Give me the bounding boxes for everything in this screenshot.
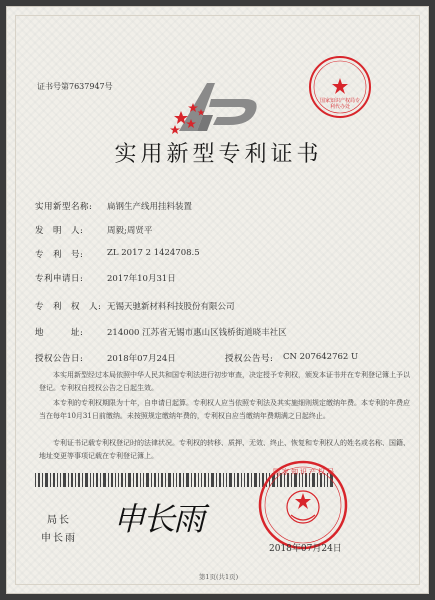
- handwritten-signature: 申长雨: [113, 500, 204, 538]
- signer-name: 申长雨: [41, 533, 77, 544]
- field-value-grant-date: 2018年07月24日: [107, 354, 176, 364]
- sipo-logo-icon: [167, 75, 267, 141]
- field-label-patentee: 专 利 权 人:: [35, 302, 102, 312]
- certificate-title: 实用新型专利证书: [114, 142, 323, 167]
- field-value-address: 214000 江苏省无锡市惠山区钱桥街道晓丰社区: [107, 328, 287, 338]
- page-footer: 第1页(共1页): [198, 573, 239, 581]
- seal-text: 国家知识产权局: [273, 468, 336, 476]
- certificate-paper: [6, 6, 429, 594]
- field-value-filing-date: 2017年10月31日: [107, 274, 176, 284]
- field-label-filing-date: 专利申请日:: [35, 274, 84, 284]
- field-value-patent-no: ZL 2017 2 1424708.5: [107, 248, 200, 258]
- paragraph-term: 本专利的专利权期限为十年，自申请日起算。专利权人应当依照专利法及其实施细则规定缴纳年费。本专利的年费应当在每年10月31日前缴纳。未按照规定缴纳年费的，专利权自应当缴纳年费期满之日起终止。: [39, 399, 410, 420]
- paragraph-register: 专利证书记载专利权登记时的法律状况。专利权的转移、质押、无效、终止、恢复和专利权人的姓名或名称、国籍、地址变更等事项记载在专利登记簿上。: [39, 439, 410, 460]
- field-value-patentee: 无锡天驰新材料科技股份有限公司: [107, 302, 235, 312]
- seal-date: 2018年07月24日: [269, 544, 342, 554]
- field-label-grant-date: 授权公告日:: [35, 354, 84, 364]
- field-value-utility-name: 扁钢生产线用挂料装置: [107, 202, 193, 212]
- field-label-utility-name: 实用新型名称:: [35, 202, 93, 212]
- field-value-announcement-no: CN 207642762 U: [283, 352, 359, 362]
- paragraph-grant: 本实用新型经过本局依照中华人民共和国专利法进行初步审查，决定授予专利权，颁发本证书并在专利登记簿上予以登记。专利权自授权公告之日起生效。: [39, 371, 410, 392]
- field-label-inventor: 发 明 人:: [35, 226, 84, 236]
- field-label-patent-no: 专 利 号:: [35, 250, 84, 260]
- certificate-number: 证书号第7637947号: [37, 82, 113, 91]
- field-label-announcement-no: 授权公告号:: [225, 354, 274, 364]
- agency-stamp: [307, 54, 373, 120]
- field-value-inventor: 周毅;周贤平: [107, 226, 153, 236]
- agency-stamp-text: 国家知识产权局专利代办处: [319, 98, 360, 110]
- signer-title: 局长: [47, 515, 71, 526]
- field-label-address: 地 址:: [35, 328, 84, 338]
- official-seal: [257, 459, 349, 551]
